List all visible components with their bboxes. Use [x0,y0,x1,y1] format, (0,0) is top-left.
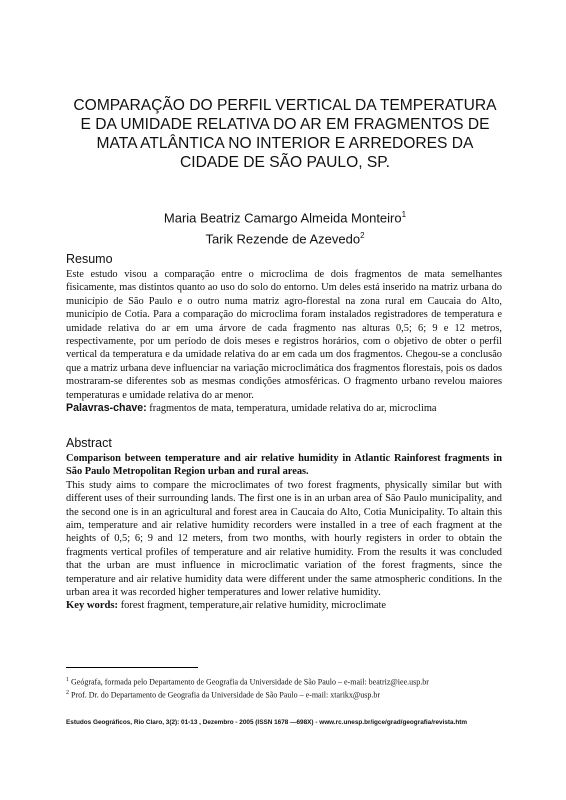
footnote-1 [66,675,502,688]
journal-footer: Estudos Geográficos, Rio Claro, 3(2): 01-13 , Dezembro - 2005 (ISSN 1678 —698X) - www.rc.unesp.br/igce/grad/geografia/revista.htm [66,719,468,726]
resumo-heading: Resumo [66,252,113,266]
footnote-divider [66,667,198,668]
footnote-number: 2 [66,690,69,697]
resumo-keywords-value: fragmentos de mata, temperatura, umidade relativa do ar, microclima [149,403,437,415]
resumo-keywords [66,402,502,415]
footnotes [66,675,502,701]
resumo-section [66,252,502,415]
paper-title: COMPARAÇÃO DO PERFIL VERTICAL DA TEMPERATURA E DA UMIDADE RELATIVA DO AR EM FRAGMENTOS DE MATA ATLÂNTICA NO INTERIOR E ARREDORES DA CIDADE DE SÃO PAULO, SP. [73,97,497,171]
author-list [90,206,480,249]
resumo-keywords-label: Palavras-chave: [66,402,147,415]
abstract-section [66,436,502,613]
author-1 [90,206,480,227]
footnote-text: Prof. Dr. do Departamento de Geografia da Universidade de São Paulo – e-mail: xtarikx@usp.br [71,690,381,700]
abstract-keywords-value: forest fragment, temperature,air relative humidity, microclimate [120,600,387,612]
footnote-number: 1 [66,677,69,683]
footnote-text: Geógrafa, formada pelo Departamento de Geografia da Universidade de São Paulo – e-mail: beatriz@iee.usp.br [71,677,429,687]
author-footnote-mark: 2 [360,231,365,241]
abstract-text: This study aims to compare the microclimates of two forest fragments, physically similar but with different uses of their surrounding lands. The first one is in an urban area of São Paulo municipality, and the second one is in an agricultural and forest area in Caucaia do Alto, Cotia Municipality. To altain this aim, temperature and air relative humidity recorders were installed in a tree of each fragment at the heights of 0,5; 6; 9 and 12 meters, from two months, with hourly registers in order to obtain the fragments vertical profiles of temperature and air relative humidity. From the results it was concluded that the urban are must influence in microclimatic variation of the forest fragments, since the temperature and air relative humidity data were different under the same atmospheric conditions. In the urban area it was recorded higher temperatures and lower relative humidity. [66,479,502,599]
resumo-text: Este estudo visou a comparação entre o microclima de dois fragmentos de mata semelhantes fisicamente, mas distintos quanto ao uso do solo do entorno. Um deles está inserido na matriz urbana do município de São Paulo e o outro numa matriz agro-florestal na zona rural em Caucaia do Alto, município de Cotia. Para a comparação do microclima foram instalados registradores de temperatura e umidade relativa do ar em uma árvore de cada fragmento nas alturas 0,5; 6; 9 e 12 metros, respectivamente, por um período de dois meses e registros horários, com o objetivo de obter o perfil vertical da temperatura e da umidade relativa do ar em cada um dos fragmentos. Chegou-se a conclusão que a matriz urbana deve influenciar na variação microclimática dos fragmentos florestais, pois os dados mostraram-se diferentes sob as mesmas condições atmosféricas. O fragmento urbano revelou maiores temperaturas e umidade relativa do ar menor. [66,269,502,401]
author-name: Tarik Rezende de Azevedo [205,231,361,247]
author-footnote-mark: 1 [401,210,407,219]
author-2 [90,227,480,248]
author-name: Maria Beatriz Camargo Almeida Monteiro [163,210,402,226]
footnote-2 [66,688,502,701]
abstract-keywords [66,599,502,612]
abstract-english-title: Comparison between temperature and air relative humidity in Atlantic Rainforest fragments in São Paulo Metropolitan Region urban and rural areas. [66,453,502,478]
abstract-keywords-label: Key words: [66,600,119,612]
abstract-heading: Abstract [66,436,112,450]
